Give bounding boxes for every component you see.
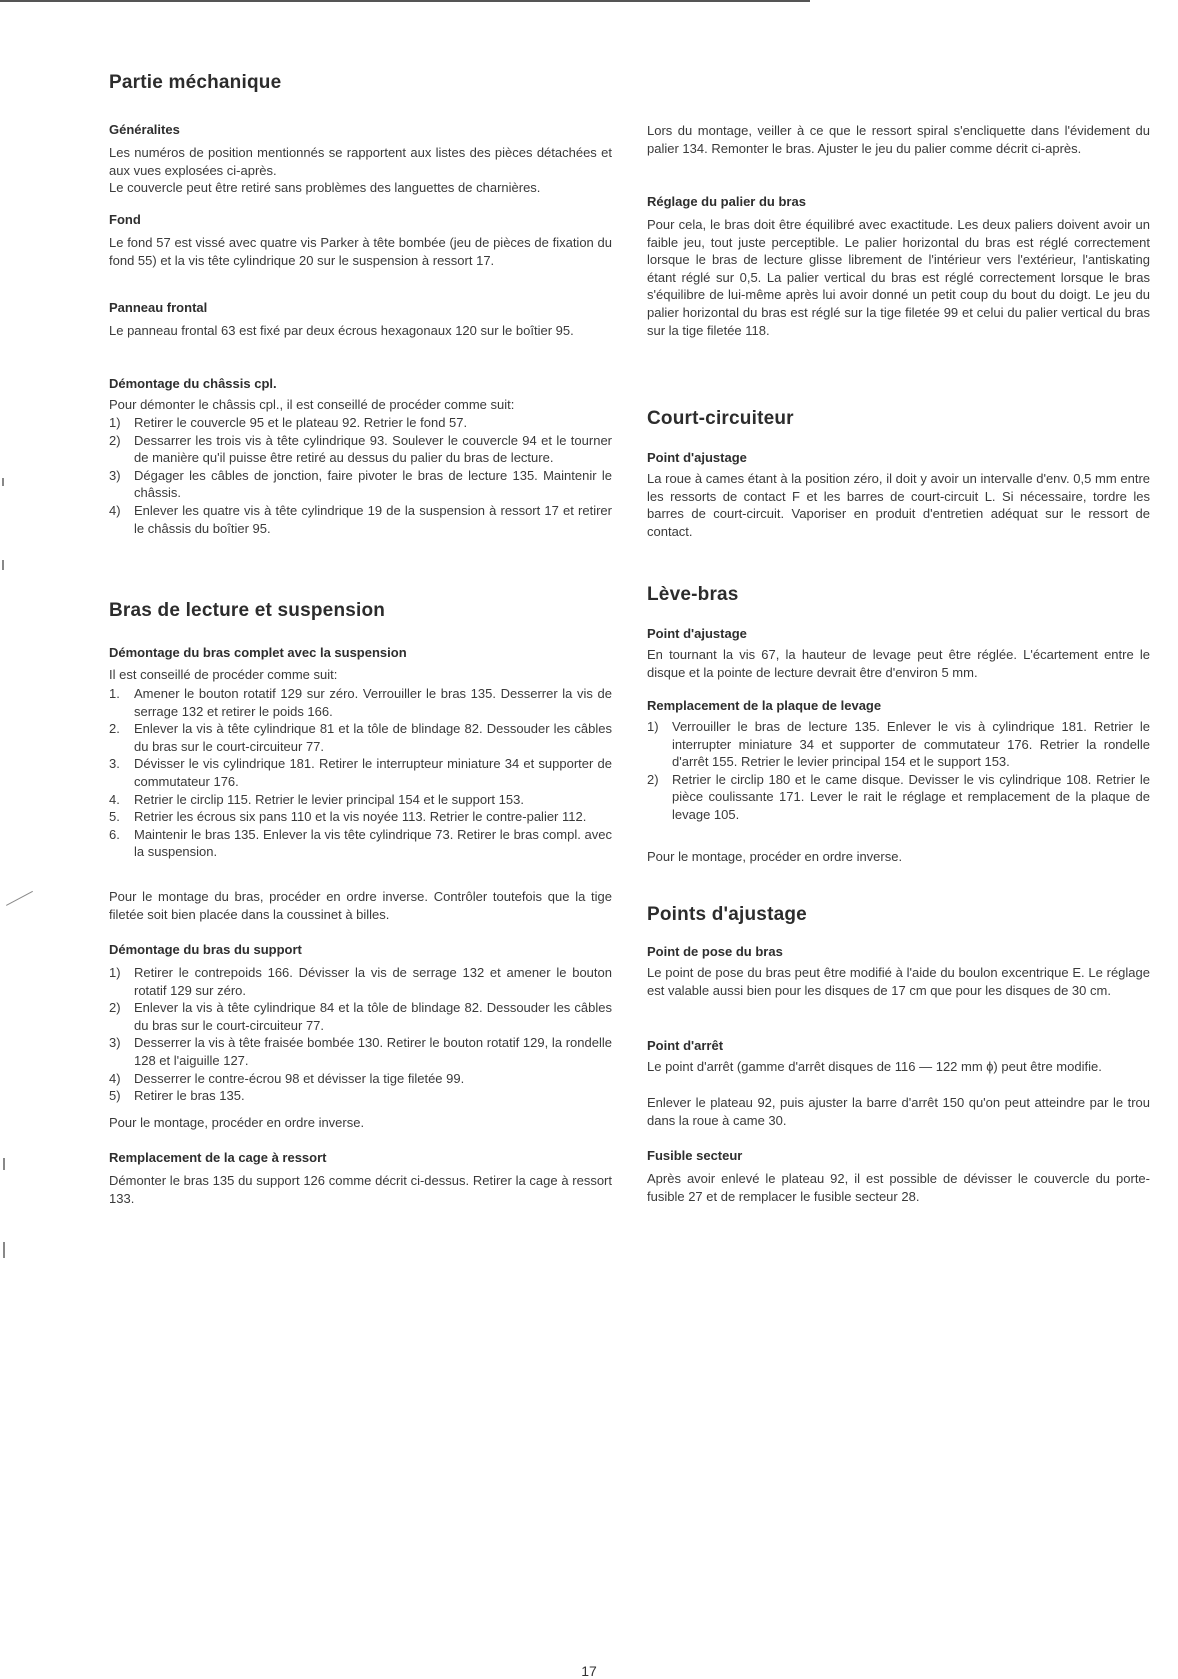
plaque-outro: Pour le montage, procéder en ordre inverse. (647, 849, 903, 864)
heading-point-pose: Point de pose du bras (647, 944, 783, 959)
heading-demontage-bras-support: Démontage du bras du support (109, 942, 302, 957)
title-court-circuiteur: Court-circuiteur (647, 408, 794, 429)
heading-remplacement-cage: Remplacement de la cage à ressort (109, 1150, 327, 1165)
panneau-text: Le panneau frontal 63 est fixé par deux écrous hexagonaux 120 sur le boîtier 95. (109, 323, 574, 338)
generalites-text-2: Le couvercle peut être retiré sans problèmes des languettes de charnières. (109, 180, 541, 195)
heading-point-ajustage-court: Point d'ajustage (647, 450, 747, 465)
heading-reglage-palier: Réglage du palier du bras (647, 194, 806, 209)
heading-demontage-chassis: Démontage du châssis cpl. (109, 376, 277, 391)
chassis-steps (109, 414, 612, 537)
list-item: 3) Desserrer la vis à tête fraisée bombée 130. Retirer le bouton rotatif 129, la rondelle 128 et l'aiguille 127. (109, 1035, 612, 1068)
arret-text-1: Le point d'arrêt (gamme d'arrêt disques de 116 — 122 mm ɸ) peut être modifie. (647, 1059, 1102, 1074)
list-item: 2) Enlever la vis à tête cylindrique 84 et la tôle de blindage 82. Dessouder les câbles du bras sur le court-circuiteur 77. (109, 1000, 612, 1033)
list-item: 2) Dessarrer les trois vis à tête cylindrique 93. Soulever le couvercle 94 et le tourner de manière qu'il puisse être retiré au dessus du palier du bras de lecture. (109, 432, 612, 466)
bras-support-steps (109, 964, 612, 1105)
reglage-text: Pour cela, le bras doit être équilibré avec exactitude. Les deux paliers doivent avoir un faible jeu, tout juste perceptible. Le palier horizontal du bras est réglé correctement lorsque le bras de lecture glisse librement de l'intérieur vers l'extérieur, l'antiskating étant réglé sur 0,5. La palier vertical du bras est réglé correctement lorsque le bras s'équilibre de lui-même après lui avoir donné un petit coup du bout du doigt. Le jeu du palier horizontal du bras est réglé sur la tige filetée 99 et celui du palier vertical du bras sur la tige filetée 118. (647, 217, 1150, 338)
chassis-intro: Pour démonter le châssis cpl., il est conseillé de procéder comme suit: (109, 397, 515, 412)
list-item: 4) Enlever les quatre vis à tête cylindrique 19 de la suspension à ressort 17 et retirer le châssis du boîtier 95. (109, 502, 612, 536)
list-item: 3) Dégager les câbles de jonction, faire pivoter le bras de lecture 135. Maintenir le châssis. (109, 467, 612, 501)
title-leve-bras: Lève-bras (647, 584, 739, 605)
bras-complet-outro: Pour le montage du bras, procéder en ordre inverse. Contrôler toutefois que la tige filetée soit bien placée dans la coussinet à billes. (109, 889, 612, 922)
fond-text: Le fond 57 est vissé avec quatre vis Parker à tête bombée (jeu de pièces de fixation du fond 55) et la vis tête cylindrique 20 sur le suspension à ressort 17. (109, 235, 612, 268)
heading-panneau-frontal: Panneau frontal (109, 300, 208, 315)
court-text: La roue à cames étant à la position zéro, il doit y avoir un intervalle d'env. 0,5 mm entre les ressorts de contact F et les barres de court-circuit L. Si nécessaire, tordre les barres de court-circuit. Vaporiser en produit d'entretien adéquat sur le ressort de contact. (647, 471, 1150, 539)
title-bras-de-lecture: Bras de lecture et suspension (109, 600, 386, 621)
title-partie-mechanique: Partie méchanique (109, 72, 282, 93)
scan-margin-mark (3, 1158, 5, 1170)
heading-fond: Fond (109, 212, 141, 227)
cage-text: Démonter le bras 135 du support 126 comme décrit ci-dessus. Retirer la cage à ressort 133. (109, 1173, 612, 1206)
heading-demontage-bras-complet: Démontage du bras complet avec la suspension (109, 645, 407, 660)
list-item: 1) Retirer le couvercle 95 et le plateau 92. Retrier le fond 57. (109, 415, 468, 430)
scan-margin-mark (3, 1242, 5, 1258)
scan-margin-mark (2, 560, 4, 570)
bras-complet-steps (109, 685, 612, 861)
heading-generalites: Généralites (109, 122, 180, 137)
bras-complet-intro: Il est conseillé de procéder comme suit: (109, 667, 338, 682)
pose-text: Le point de pose du bras peut être modifié à l'aide du boulon excentrique E. Le réglage est valable aussi bien pour les disques de 17 cm que pour les disques de 30 cm. (647, 965, 1150, 998)
list-item: 2) Retrier le circlip 180 et le came disque. Devisser le vis cylindrique 108. Retrier le pièce coulissante 171. Lever le rait le réglage et remplacement de la plaque de levage 105. (647, 771, 1150, 822)
heading-fusible-secteur: Fusible secteur (647, 1148, 743, 1163)
list-item: 1. Amener le bouton rotatif 129 sur zéro. Verrouiller le bras 135. Desserrer la vis de serrage 132 et retirer le poids 166. (109, 686, 612, 719)
heading-point-arret: Point d'arrêt (647, 1038, 724, 1053)
list-item: 4. Retrier le circlip 115. Retrier le levier principal 154 et le support 153. (109, 791, 524, 807)
list-item: 5) Retirer le bras 135. (109, 1088, 245, 1104)
plaque-steps (647, 718, 1150, 824)
scan-margin-mark (2, 478, 4, 486)
fusible-text: Après avoir enlevé le plateau 92, il est possible de dévisser le couvercle du porte-fusible 27 et de remplacer le fusible secteur 28. (647, 1171, 1150, 1204)
title-points-ajustage: Points d'ajustage (647, 904, 807, 925)
list-item: 5. Retrier les écrous six pans 110 et la vis noyée 113. Retrier le contre-palier 112. (109, 809, 587, 825)
leve-text: En tournant la vis 67, la hauteur de levage peut être réglée. L'écartement entre le disque et la pointe de lecture devrait être d'environ 5 mm. (647, 647, 1150, 680)
scan-margin-mark (6, 891, 33, 906)
montage-intro: Lors du montage, veiller à ce que le ressort spiral s'encliquette dans l'évidement du palier 134. Remonter le bras. Ajuster le jeu du palier comme décrit ci-après. (647, 123, 1150, 156)
top-rule (0, 0, 810, 2)
list-item: 6. Maintenir le bras 135. Enlever la vis tête cylindrique 73. Retirer le bras compl. avec la suspension. (109, 826, 612, 860)
list-item: 3. Dévisser le vis cylindrique 181. Retirer le interrupteur miniature 34 et supporter de commutateur 176. (109, 756, 612, 789)
arret-text-2: Enlever le plateau 92, puis ajuster la barre d'arrêt 150 qu'on peut atteindre par le trou dans la roue à came 30. (647, 1095, 1150, 1128)
list-item: 2. Enlever la vis à tête cylindrique 81 et la tôle de blindage 82. Dessouder les câbles du bras sur le court-circuiteur 77. (109, 721, 612, 754)
list-item: 1) Verrouiller le bras de lecture 135. Enlever le vis à cylindrique 181. Retrier le interrupter miniature 34 et supporter de commutateur 176. Retrier la rondelle d'arrêt 155. Retrier le levier principal 154 et le support 153. (647, 719, 1150, 770)
heading-remplacement-plaque: Remplacement de la plaque de levage (647, 698, 882, 713)
generalites-text-1: Les numéros de position mentionnés se rapportent aux listes des pièces détachées et aux vues explosées ci-après. (109, 145, 612, 178)
bras-support-outro: Pour le montage, procéder en ordre inverse. (109, 1115, 365, 1130)
list-item: 1) Retirer le contrepoids 166. Dévisser la vis de serrage 132 et amener le bouton rotatif 129 sur zéro. (109, 965, 612, 998)
heading-point-ajustage-leve: Point d'ajustage (647, 626, 747, 641)
list-item: 4) Desserrer le contre-écrou 98 et dévisser la tige filetée 99. (109, 1070, 465, 1086)
page-number: 17 (581, 1663, 597, 1679)
